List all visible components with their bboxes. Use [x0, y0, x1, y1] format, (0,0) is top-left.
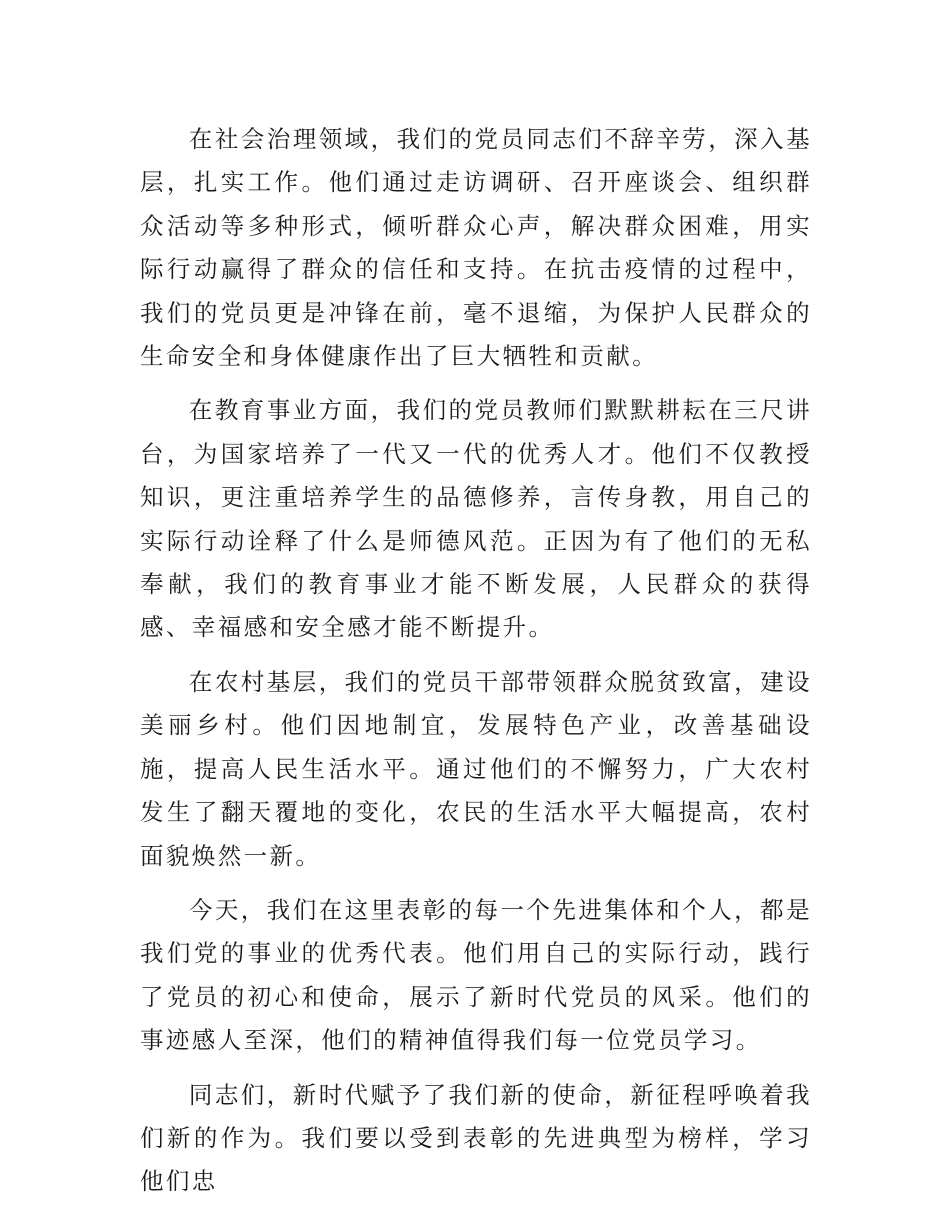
paragraph-rural: 在农村基层，我们的党员干部带领群众脱贫致富，建设美丽乡村。他们因地制宜，发展特色产业，改善基础设施，提高人民生活水平。通过他们的不懈努力，广大农村发生了翻天覆地的变化，农民的生活水平大幅提高，农村面貌焕然一新。: [140, 667, 812, 870]
paragraph-education: 在教育事业方面，我们的党员教师们默默耕耘在三尺讲台，为国家培养了一代又一代的优秀人才。他们不仅教授知识，更注重培养学生的品德修养，言传身教，用自己的实际行动诠释了什么是师德风范。正因为有了他们的无私奉献，我们的教育事业才能不断发展，人民群众的获得感、幸福感和安全感才能不断提升。: [140, 396, 812, 642]
paragraph-new-era: 同志们，新时代赋予了我们新的使命，新征程呼唤着我们新的作为。我们要以受到表彰的先进典型为榜样，学习他们忠: [140, 1080, 812, 1196]
document-body: [140, 118, 812, 1215]
paragraph-social-governance: 在社会治理领域，我们的党员同志们不辞辛劳，深入基层，扎实工作。他们通过走访调研、召开座谈会、组织群众活动等多种形式，倾听群众心声，解决群众困难，用实际行动赢得了群众的信任和支持。在抗击疫情的过程中，我们的党员更是冲锋在前，毫不退缩，为保护人民群众的生命安全和身体健康作出了巨大牺牲和贡献。: [140, 125, 812, 371]
paragraph-commendation: 今天，我们在这里表彰的每一个先进集体和个人，都是我们党的事业的优秀代表。他们用自己的实际行动，践行了党员的初心和使命，展示了新时代党员的风采。他们的事迹感人至深，他们的精神值得我们每一位党员学习。: [140, 895, 812, 1055]
